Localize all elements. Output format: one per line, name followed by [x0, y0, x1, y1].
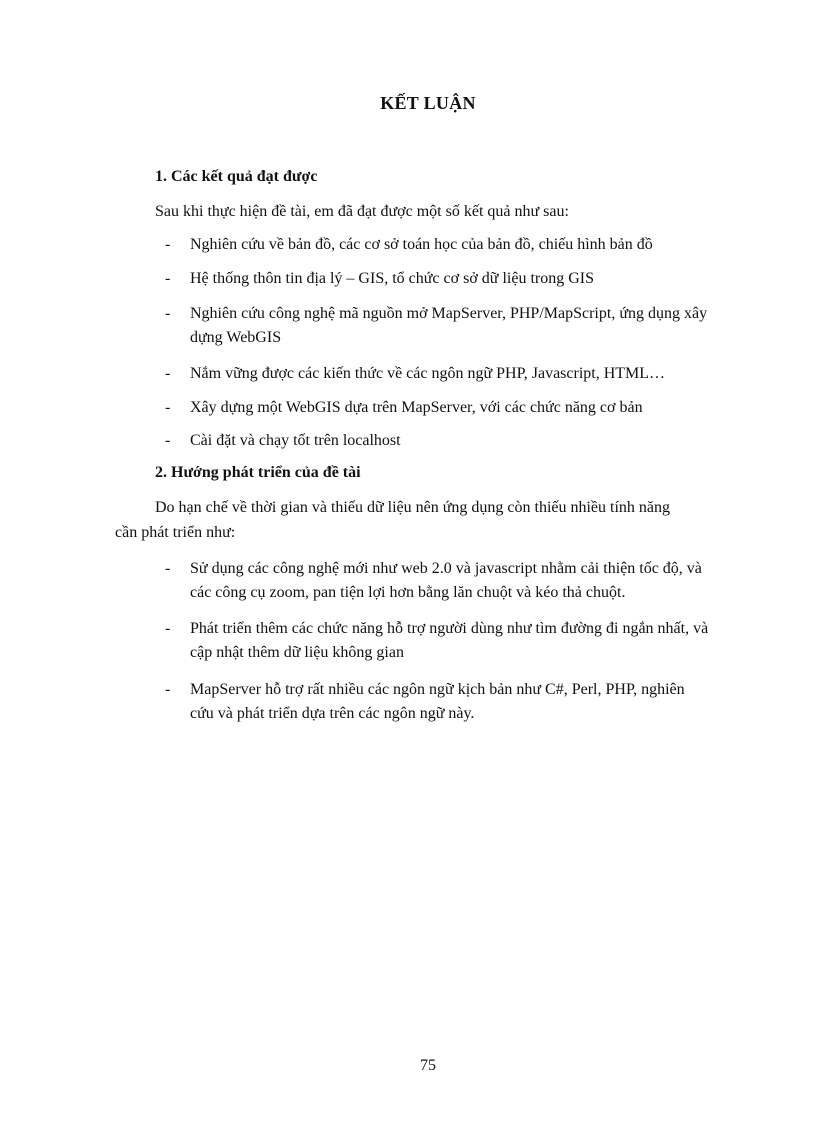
bullet-dash: -: [165, 620, 171, 637]
bullet-dash: -: [165, 399, 171, 416]
bullet-dash: -: [165, 236, 171, 253]
bullet-dash: -: [165, 270, 171, 287]
list-item-text: Sử dụng các công nghệ mới như web 2.0 và javascript nhằm cải thiện tốc độ, và các công cụ zoom, pan tiện lợi hơn bằng lăn chuột và kéo thả chuột.: [190, 560, 702, 601]
section-2-intro-line-2: cần phát triển như:: [115, 524, 236, 541]
list-item-text: Nắm vững được các kiến thức về các ngôn ngữ PHP, Javascript, HTML…: [190, 365, 666, 382]
bullet-dash: -: [165, 432, 171, 449]
list-item: [165, 233, 745, 257]
bullet-dash: -: [165, 305, 171, 322]
list-item-text: Nghiên cứu về bản đồ, các cơ sở toán học của bản đồ, chiếu hình bản đồ: [190, 236, 653, 253]
section-1-intro: Sau khi thực hiện đề tài, em đã đạt được một số kết quả như sau:: [155, 203, 569, 220]
section-2-heading: 2. Hướng phát triển của đề tài: [155, 464, 361, 481]
list-item: [165, 302, 740, 350]
list-item-text: Xây dựng một WebGIS dựa trên MapServer, với các chức năng cơ bản: [190, 399, 643, 416]
page-title: KẾT LUẬN: [380, 93, 476, 113]
section-1-heading: 1. Các kết quả đạt được: [155, 168, 318, 185]
list-item: [165, 396, 745, 420]
list-item: [165, 362, 745, 386]
list-item-text: Phát triển thêm các chức năng hỗ trợ người dùng như tìm đường đi ngắn nhất, và cập nhật thêm dữ liệu không gian: [190, 620, 709, 661]
list-item: [165, 678, 705, 726]
list-item-text: Hệ thống thôn tin địa lý – GIS, tổ chức cơ sở dữ liệu trong GIS: [190, 270, 594, 287]
list-item-text: Cài đặt và chạy tốt trên localhost: [190, 432, 401, 449]
section-2-intro-line-1: Do hạn chế về thời gian và thiếu dữ liệu nên ứng dụng còn thiếu nhiều tính năng: [155, 499, 671, 516]
bullet-dash: -: [165, 560, 171, 577]
bullet-dash: -: [165, 681, 171, 698]
list-item: [165, 557, 725, 605]
list-item-text: MapServer hỗ trợ rất nhiều các ngôn ngữ kịch bản như C#, Perl, PHP, nghiên cứu và phát triển dựa trên các ngôn ngữ này.: [190, 681, 685, 722]
list-item: [165, 617, 725, 665]
list-item-text: Nghiên cứu công nghệ mã nguồn mở MapServer, PHP/MapScript, ứng dụng xây dựng WebGIS: [190, 305, 708, 346]
page-number: 75: [420, 1057, 436, 1074]
bullet-dash: -: [165, 365, 171, 382]
list-item: [165, 267, 745, 291]
list-item: [165, 429, 745, 453]
